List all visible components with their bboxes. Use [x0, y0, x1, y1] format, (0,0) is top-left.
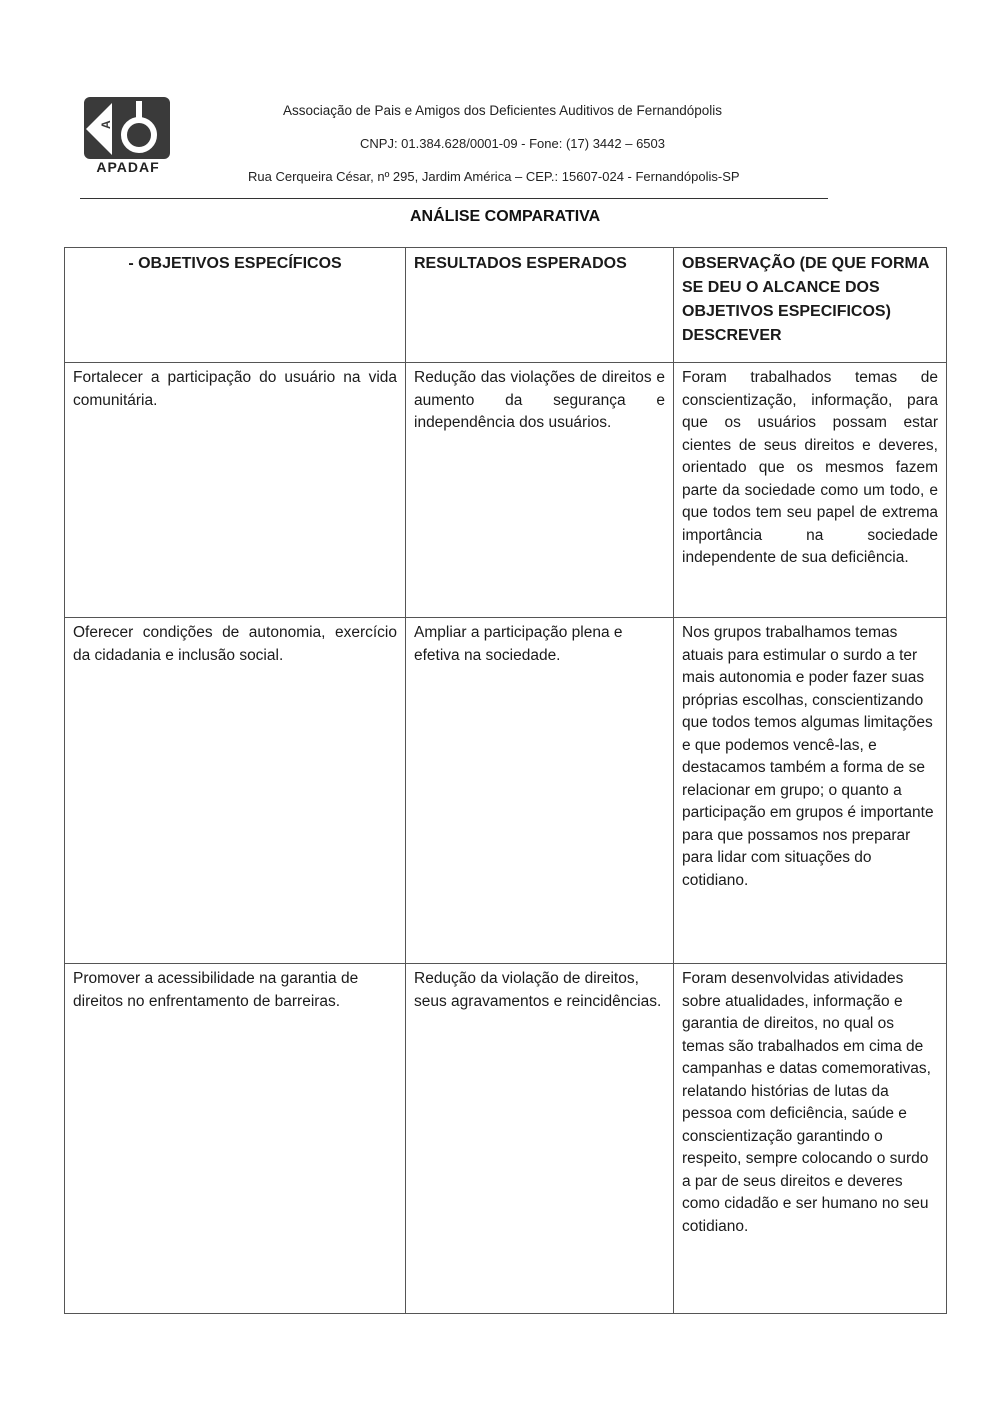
address: Rua Cerqueira César, nº 295, Jardim América – CEP.: 15607-024 - Fernandópolis-SP — [248, 169, 740, 184]
cell-resultado: Redução das violações de direitos e aumento da segurança e independência dos usuários. — [406, 363, 674, 618]
cell-objetivo: Oferecer condições de autonomia, exercício da cidadania e inclusão social. — [65, 618, 406, 964]
cnpj-phone: CNPJ: 01.384.628/0001-09 - Fone: (17) 3442 – 6503 — [360, 136, 665, 151]
column-header-objetivos: - OBJETIVOS ESPECÍFICOS — [65, 248, 406, 363]
table-header-row — [65, 248, 947, 363]
cell-resultado: Redução da violação de direitos, seus agravamentos e reincidências. — [406, 964, 674, 1314]
apadaf-logo — [82, 95, 174, 180]
header-divider — [80, 198, 828, 199]
organization-name: Associação de Pais e Amigos dos Deficientes Auditivos de Fernandópolis — [283, 103, 723, 118]
table-row — [65, 363, 947, 618]
cell-resultado: Ampliar a participação plena e efetiva na sociedade. — [406, 618, 674, 964]
column-header-resultados: RESULTADOS ESPERADOS — [406, 248, 674, 363]
logo-text: APADAF — [96, 159, 160, 175]
cell-objetivo: Fortalecer a participação do usuário na vida comunitária. — [65, 363, 406, 618]
comparative-analysis-table — [64, 247, 947, 1314]
table-row — [65, 964, 947, 1314]
cell-objetivo: Promover a acessibilidade na garantia de direitos no enfrentamento de barreiras. — [65, 964, 406, 1314]
column-header-observacao: OBSERVAÇÃO (DE QUE FORMA SE DEU O ALCANCE DOS OBJETIVOS ESPECIFICOS) DESCREVER — [674, 248, 947, 363]
svg-text:A: A — [99, 120, 113, 129]
cell-observacao: Nos grupos trabalhamos temas atuais para estimular o surdo a ter mais autonomia e poder fazer suas próprias escolhas, conscientizando que todos temos algumas limitações e que podemos vencê-las, e destacamos também a forma de se relacionar em grupo; o quanto a participação em grupos é importante para que possamos nos preparar para lidar com situações do cotidiano. — [674, 618, 947, 964]
page-title: ANÁLISE COMPARATIVA — [410, 208, 601, 225]
cell-observacao: Foram trabalhados temas de conscientização, informação, para que os usuários possam estar cientes de seus direitos e deveres, orientado que os mesmos fazem parte da sociedade como um todo, e que todos tem seu papel de extrema importância na sociedade independente de sua deficiência. — [674, 363, 947, 618]
table-row — [65, 618, 947, 964]
cell-observacao: Foram desenvolvidas atividades sobre atualidades, informação e garantia de direitos, no qual os temas são trabalhados em cima de campanhas e datas comemorativas, relatando histórias de lutas da pessoa com deficiência, saúde e conscientização garantindo o respeito, sempre colocando o surdo a par de seus direitos e deveres como cidadão e ser humano no seu cotidiano. — [674, 964, 947, 1314]
